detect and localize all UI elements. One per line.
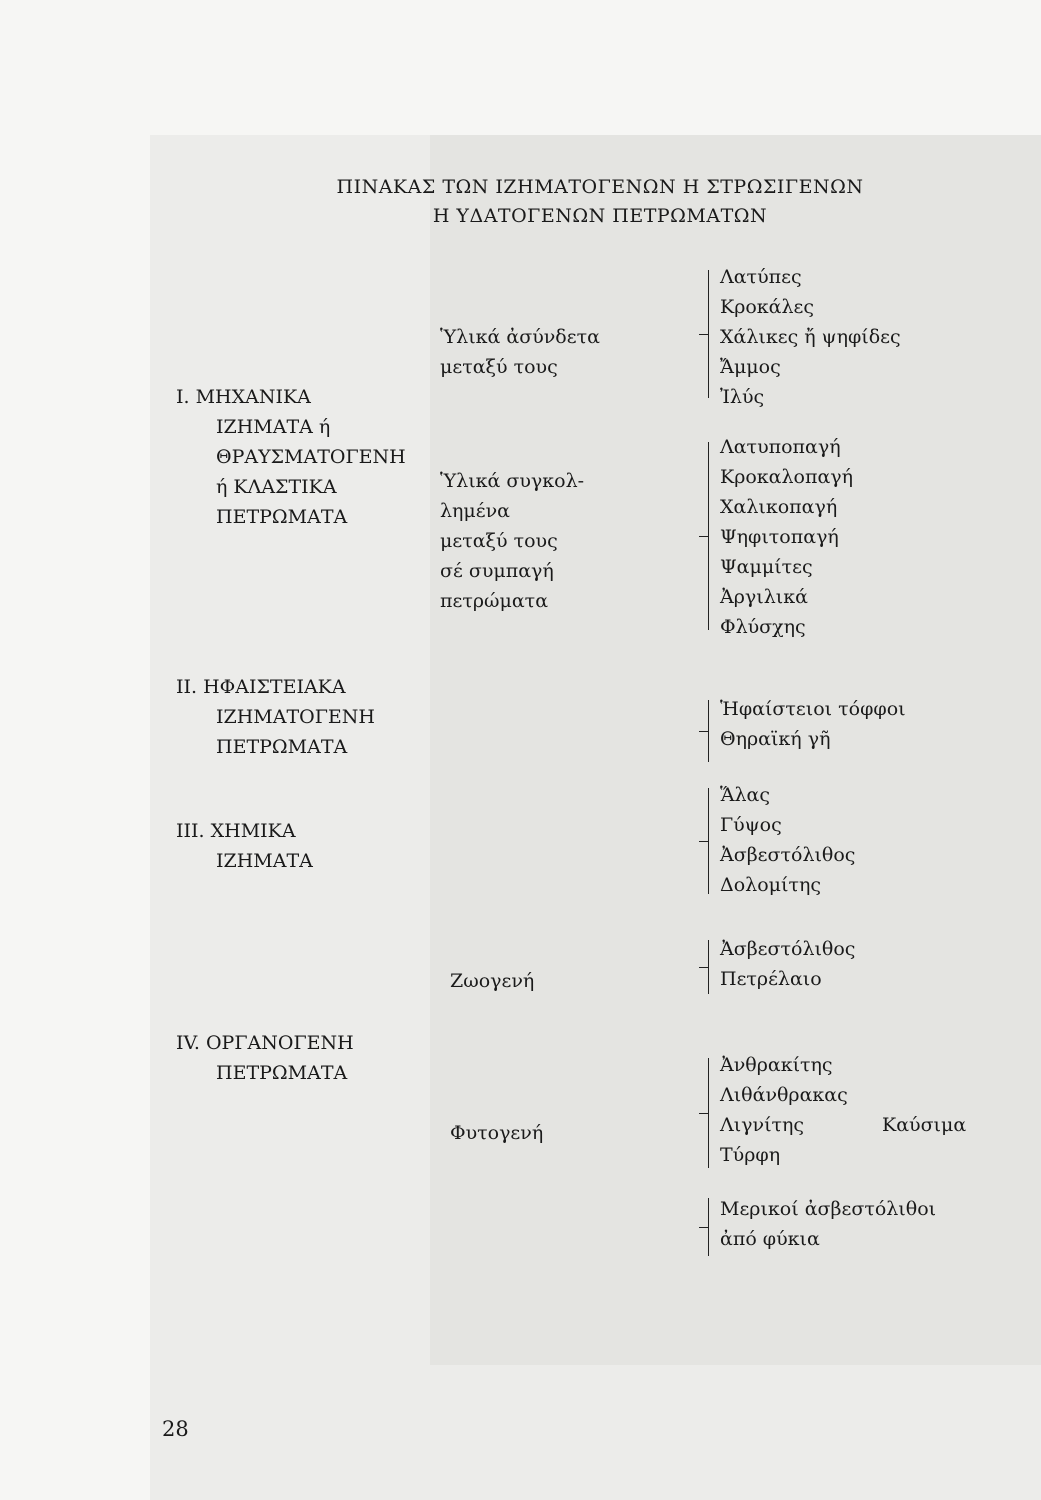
- group-label-line: ΘΡΑΥΣΜΑΤΟΓΕΝΗ: [216, 446, 406, 468]
- list-item: Ἀνθρακίτης: [720, 1054, 833, 1076]
- item-list-algae: [720, 1194, 936, 1254]
- list-item: Φλύσχης: [720, 616, 806, 638]
- item-list-zoogenic: [720, 934, 855, 994]
- list-item: Λιθάνθρακας: [720, 1084, 848, 1106]
- group-label-line: Ι. ΜΗΧΑΝΙΚΑ: [176, 386, 311, 408]
- group-label-line: ΙΙΙ. ΧΗΜΙΚΑ: [176, 820, 296, 842]
- list-item: Λατυποπαγή: [720, 436, 841, 458]
- item-list-cemented: [720, 432, 853, 642]
- list-item: Ἰλύς: [720, 386, 765, 408]
- list-item: Ἀργιλικά: [720, 586, 808, 608]
- group-label-line: ΠΕΤΡΩΜΑΤΑ: [216, 736, 348, 758]
- list-item: Πετρέλαιο: [720, 968, 822, 990]
- subgroup-cemented-label: [440, 466, 584, 616]
- group-label-line: ΙΙ. ΗΦΑΙΣΤΕΙΑΚΑ: [176, 676, 346, 698]
- group-4-label: [176, 1028, 354, 1088]
- subgroup-label-line: Ὑλικά ἀσύνδετα: [440, 326, 600, 348]
- list-item: Ψηφιτοπαγή: [720, 526, 839, 548]
- table-title-line-1: ΠΙΝΑΚΑΣ ΤΩΝ ΙΖΗΜΑΤΟΓΕΝΩΝ Η ΣΤΡΩΣΙΓΕΝΩΝ: [336, 176, 864, 198]
- subgroup-label-line: μεταξύ τους: [440, 530, 558, 552]
- group-label-line: ΠΕΤΡΩΜΑΤΑ: [216, 1062, 348, 1084]
- group-label-line: IV. ΟΡΓΑΝΟΓΕΝΗ: [176, 1032, 354, 1054]
- group-2-label: [176, 672, 375, 762]
- subgroup-zoogenic-label: [450, 966, 534, 996]
- group-3-label: [176, 816, 313, 876]
- page-number: 28: [162, 1417, 189, 1441]
- list-item: Ἀσβεστόλιθος: [720, 844, 856, 866]
- list-item: Λιγνίτης: [720, 1114, 805, 1136]
- fuels-note: Καύσιμα: [882, 1114, 967, 1136]
- subgroup-unbound-label: [440, 322, 600, 382]
- table-title-line-2: Η ΥΔΑΤΟΓΕΝΩΝ ΠΕΤΡΩΜΑΤΩΝ: [432, 205, 768, 227]
- group-label-line: ΠΕΤΡΩΜΑΤΑ: [216, 506, 348, 528]
- list-item: Χάλικες ἤ ψηφίδες: [720, 326, 901, 348]
- item-list-chemical: [720, 780, 855, 900]
- item-list-unbound: [720, 262, 901, 412]
- subgroup-phytogenic-label: [450, 1118, 543, 1148]
- item-list-volcanic: [720, 694, 906, 754]
- subgroup-label-line: πετρώματα: [440, 590, 549, 612]
- list-item: Κροκαλοπαγή: [720, 466, 854, 488]
- list-item: Ἡφαίστειοι τόφφοι: [720, 698, 906, 720]
- group-label-line: ΙΖΗΜΑΤΑ ή: [216, 416, 331, 438]
- list-item: Χαλικοπαγή: [720, 496, 838, 518]
- list-item: Ἀσβεστόλιθος: [720, 938, 856, 960]
- item-list-phytogenic: [720, 1050, 848, 1170]
- group-label-line: ή ΚΛΑΣΤΙΚΑ: [216, 476, 337, 498]
- list-item: Δολομίτης: [720, 874, 821, 896]
- list-item: Γύψος: [720, 814, 782, 836]
- list-item: Ἄμμος: [720, 356, 781, 378]
- list-item: Θηραϊκή γῆ: [720, 728, 831, 750]
- list-item: Λατύπες: [720, 266, 802, 288]
- group-1-label: [176, 382, 406, 532]
- list-item: ἀπό φύκια: [720, 1228, 820, 1250]
- subgroup-label-line: σέ συμπαγή: [440, 560, 554, 582]
- subgroup-label-line: λημένα: [440, 500, 510, 522]
- list-item: Ψαμμίτες: [720, 556, 813, 578]
- subgroup-label-line: Φυτογενή: [450, 1122, 544, 1144]
- group-label-line: ΙΖΗΜΑΤΑ: [216, 850, 313, 872]
- subgroup-label-line: μεταξύ τους: [440, 356, 558, 378]
- list-item: Κροκάλες: [720, 296, 815, 318]
- list-item: Ἅλας: [720, 784, 771, 806]
- subgroup-label-line: Ὑλικά συγκολ-: [440, 470, 585, 492]
- subgroup-label-line: Ζωογενή: [450, 970, 535, 992]
- list-item: Τύρφη: [720, 1144, 781, 1166]
- list-item: Μερικοί ἀσβεστόλιθοι: [720, 1198, 937, 1220]
- group-label-line: ΙΖΗΜΑΤΟΓΕΝΗ: [216, 706, 375, 728]
